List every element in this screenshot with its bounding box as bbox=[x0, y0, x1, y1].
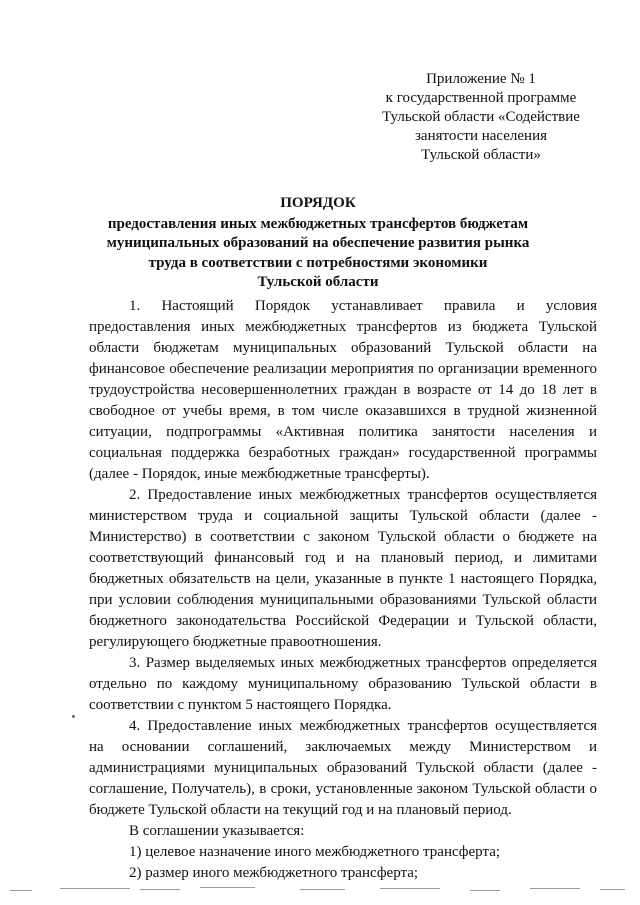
paragraph-1: 1. Настоящий Порядок устанавливает правила и условия предоставления иных межбюджетных трансфертов из бюджета Тульской области бюджетам муниципальных образований Тульской области на финансовое обеспечение реализации мероприятия по организации временного трудоустройства несовершеннолетних граждан в возрасте от 14 до 18 лет в свободное от учебы время, в том числе оказавшихся в трудной жизненной ситуации, подпрограммы «Активная политика занятости населения и социальная поддержка безработных граждан» государственной программы (далее - Порядок, иные межбюджетные трансферты). bbox=[89, 298, 597, 482]
list-item-2: 2) размер иного межбюджетного трансферта; bbox=[129, 865, 419, 881]
paragraph-2: 2. Предоставление иных межбюджетных трансфертов осуществляется министерством труда и социальной защиты Тульской области (далее - Министерство) в соответствии с законом Тульской области о бюджете на соответствующий финансовый год и на плановый период, и лимитами бюджетных обязательств на цели, указанные в пункте 1 настоящего Порядка, при условии соблюдения муниципальными образованиями Тульской области бюджетного законодательства Российской Федерации и Тульской области, регулирующего бюджетные правоотношения. bbox=[89, 487, 597, 650]
scan-artifact bbox=[470, 890, 500, 891]
scan-artifact bbox=[380, 888, 440, 889]
title-line: Тульской области bbox=[257, 274, 379, 290]
title-line: труда в соответствии с потребностями экономики bbox=[148, 254, 488, 271]
scan-artifact bbox=[530, 888, 580, 889]
scan-speck bbox=[72, 715, 75, 718]
scan-edge-noise bbox=[0, 880, 640, 900]
list-item-1: 1) целевое назначение иного межбюджетного трансферта; bbox=[129, 844, 501, 860]
paragraph-4: 4. Предоставление иных межбюджетных трансфертов осуществляется на основании соглашений, заключаемых между Министерством и администрациями муниципальных образований Тульской области (далее - соглашение, Получатель), в сроки, установленные законом Тульской области о бюджете Тульской области на текущий год и на плановый период. bbox=[89, 718, 597, 818]
agreement-intro: В соглашении указывается: bbox=[129, 823, 305, 839]
appendix-header bbox=[350, 70, 612, 165]
scan-artifact bbox=[60, 888, 130, 889]
appendix-line: занятости населения bbox=[414, 128, 547, 144]
title-line: муниципальных образований на обеспечение развития рынка bbox=[106, 235, 530, 251]
document-title bbox=[80, 194, 556, 293]
scan-artifact bbox=[300, 889, 345, 890]
scan-artifact bbox=[200, 887, 255, 888]
title-main: ПОРЯДОК bbox=[280, 195, 356, 211]
paragraph-3: 3. Размер выделяемых иных межбюджетных трансфертов определяется отдельно по каждому муниципальному образованию Тульской области в соответствии с пунктом 5 настоящего Порядка. bbox=[89, 655, 597, 713]
title-line: предоставления иных межбюджетных трансфертов бюджетам bbox=[107, 215, 529, 232]
appendix-line: Приложение № 1 bbox=[426, 71, 536, 87]
appendix-line: к государственной программе bbox=[385, 90, 577, 106]
appendix-line: Тульской области» bbox=[421, 147, 541, 163]
document-body bbox=[89, 296, 597, 884]
appendix-line: Тульской области «Содействие bbox=[382, 109, 580, 125]
scan-artifact bbox=[10, 890, 32, 891]
scan-artifact bbox=[140, 889, 180, 890]
scan-artifact bbox=[600, 889, 625, 890]
